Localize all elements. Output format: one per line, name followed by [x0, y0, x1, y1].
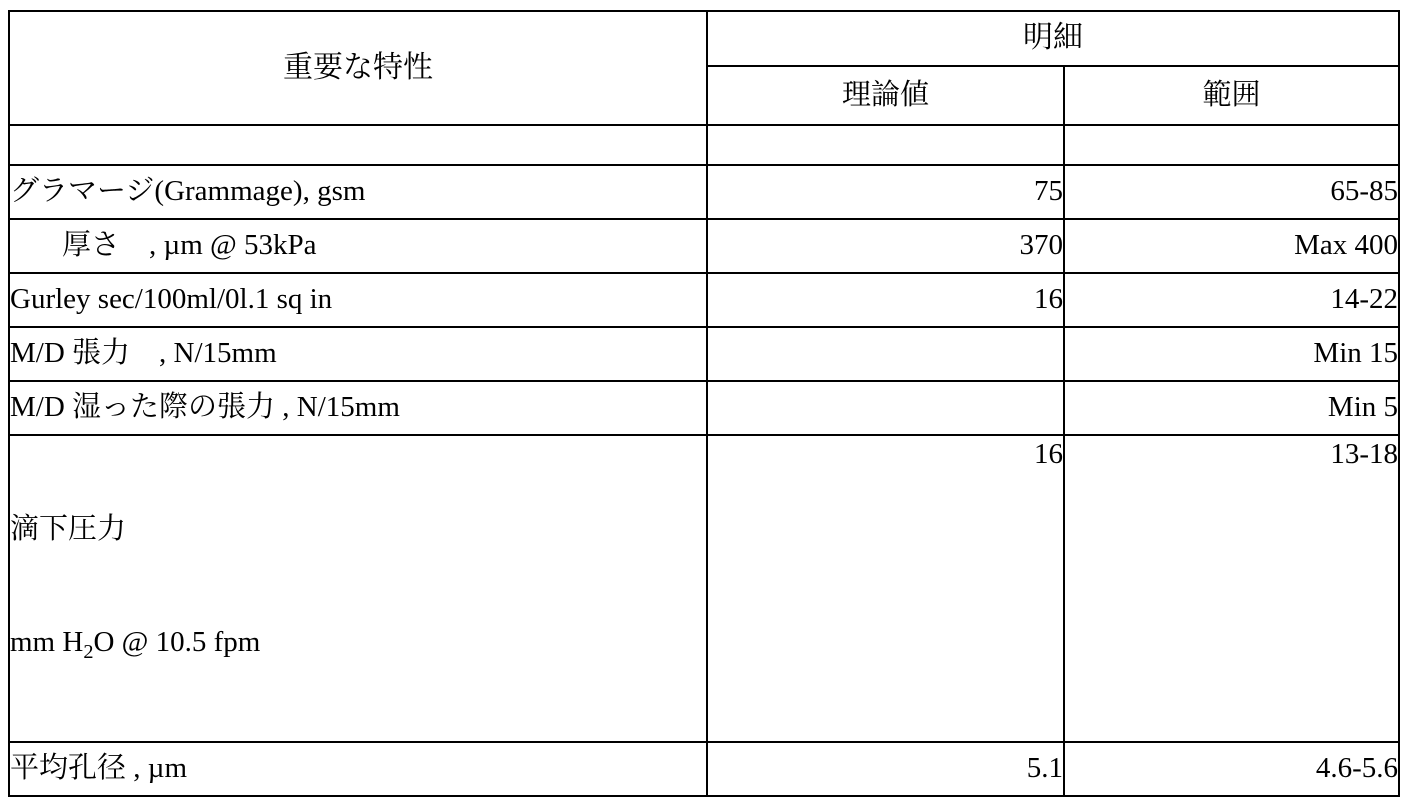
table-row — [9, 381, 1399, 435]
row-label-line1: 滴下圧力 — [10, 513, 127, 546]
header-characteristic: 重要な特性 — [9, 11, 707, 125]
table-row — [9, 273, 1399, 327]
header-theoretical-value: 理論値 — [707, 66, 1064, 125]
row-theoretical-value: 16 — [707, 435, 1064, 742]
row-range-value: 13-18 — [1064, 435, 1399, 742]
spacer-cell-characteristic — [9, 125, 707, 165]
table-row — [9, 219, 1399, 273]
row-label: M/D 湿った際の張力 , N/15mm — [9, 381, 707, 435]
row-theoretical-value — [707, 327, 1064, 381]
row-label: 厚さ , µm @ 53kPa — [9, 219, 707, 273]
table-spacer-row — [9, 125, 1399, 165]
row-range-value: Min 5 — [1064, 381, 1399, 435]
row-label-line2: mm $H_2O$ @ 10.5 fpm — [10, 626, 261, 664]
row-label — [9, 435, 707, 742]
row-theoretical-value: 75 — [707, 165, 1064, 219]
row-label: Gurley sec/100ml/0l.1 sq in — [9, 273, 707, 327]
row-label: 平均孔径 , µm — [9, 742, 707, 796]
header-detail: 明細 — [707, 11, 1399, 66]
row-theoretical-value: 5.1 — [707, 742, 1064, 796]
table-row — [9, 742, 1399, 796]
row-theoretical-value — [707, 381, 1064, 435]
spacer-cell-range — [1064, 125, 1399, 165]
table-header-row-1 — [9, 11, 1399, 66]
row-range-value: Min 15 — [1064, 327, 1399, 381]
row-theoretical-value: 16 — [707, 273, 1064, 327]
specification-table — [8, 10, 1400, 797]
spacer-cell-theoretical — [707, 125, 1064, 165]
row-theoretical-value: 370 — [707, 219, 1064, 273]
header-range: 範囲 — [1064, 66, 1399, 125]
table-row — [9, 327, 1399, 381]
row-label: M/D 張力 , N/15mm — [9, 327, 707, 381]
row-range-value: 14-22 — [1064, 273, 1399, 327]
table-row — [9, 165, 1399, 219]
row-range-value: 4.6-5.6 — [1064, 742, 1399, 796]
row-range-value: 65-85 — [1064, 165, 1399, 219]
table-row — [9, 435, 1399, 742]
row-label: グラマージ(Grammage), gsm — [9, 165, 707, 219]
row-range-value: Max 400 — [1064, 219, 1399, 273]
